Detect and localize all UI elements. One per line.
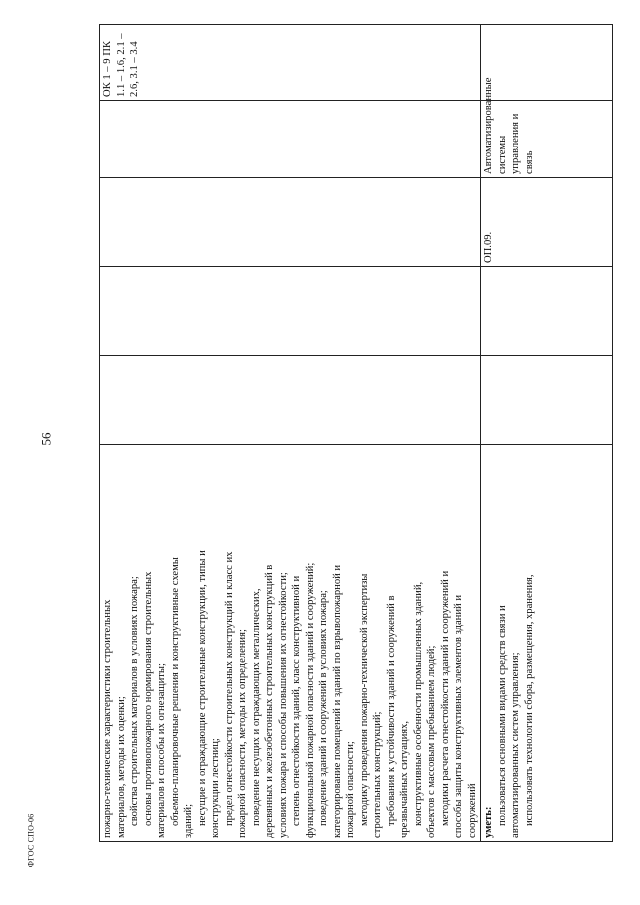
discipline-name-cell: Автоматизированные системы управления и связь [481, 101, 613, 178]
text-line: предел огнестойкости строительных конструкций и класс их [223, 551, 235, 826]
discipline-cell [100, 178, 481, 267]
knowledge-list [101, 448, 479, 838]
text-line: зданий; [183, 803, 194, 838]
discipline-name-cell [100, 101, 481, 178]
text-line: материалов, методы их оценки; [115, 696, 127, 838]
knowledge-cell [100, 445, 481, 842]
hours-cell [481, 356, 613, 445]
text-line: пожарно-технические характеристики строительных [102, 599, 113, 838]
text-line: поведение несущих и ограждающих металлических, [250, 588, 262, 826]
text-line: конструкции лестниц; [210, 738, 221, 838]
text-line: несущие и ограждающие строительные конструкции, типы и [196, 550, 208, 826]
text-line: чрезвычайных ситуациях, [399, 720, 410, 838]
skills-cell [481, 445, 613, 842]
text-line: пожарной опасности; [345, 741, 356, 838]
text-line: способы защиты конструктивных элементов зданий и [453, 595, 464, 838]
competencies-cell [481, 25, 613, 101]
skills-heading: уметь: [483, 806, 494, 838]
text-line: использовать технологии сбора, размещения, хранения, [523, 574, 535, 826]
document-footer: ФГОС СПО-06 [26, 813, 36, 868]
text-line: требования к устойчивости зданий и сооружений в [385, 595, 397, 826]
text-line: методики расчета огнестойкости зданий и сооружений и [439, 570, 451, 826]
text-line: автоматизированных систем управления; [510, 652, 521, 838]
text-line: категорирование помещений и зданий по взрывопожарной и [331, 564, 343, 838]
text-line: деревянных и железобетонных строительных конструкций в [264, 564, 275, 838]
text-line: условиях пожара и способы повышения их огнестойкости; [277, 572, 289, 838]
text-line: поведение зданий и сооружений в условиях пожара; [318, 590, 329, 826]
competencies-cell: ОК 1 – 9 ПК 1.1 – 1.6, 2.1 – 2.6, 3.1 – 3.4 [100, 25, 481, 101]
hours-cell [100, 356, 481, 445]
discipline-index-cell: ОП.09. [481, 178, 613, 267]
skills-list [496, 448, 537, 838]
text-line: пожарной опасности, методы их определения; [237, 629, 248, 838]
curriculum-table [99, 24, 613, 842]
text-line: основы противопожарного нормирования строительных [142, 571, 154, 826]
text-line: материалов и способы их огнезащиты; [156, 663, 167, 838]
text-line: объемно-планировочные решения и конструктивные схемы [169, 557, 181, 826]
text-line: методику проведения пожарно-технической экспертизы [358, 573, 370, 826]
text-line: функциональной пожарной опасности зданий и сооружений; [304, 562, 316, 838]
rotated-table-container [99, 33, 559, 842]
text-line: строительных конструкций; [372, 711, 383, 838]
hours-cell [100, 267, 481, 356]
text-line: свойства строительных материалов в условиях пожара; [129, 576, 140, 826]
text-line: конструктивные особенности промышленных зданий, [412, 581, 424, 826]
text-line: объектов с массовым пребыванием людей; [426, 645, 437, 838]
text-line: пользоваться основными видами средств связи и [496, 605, 508, 826]
page-number: 56 [38, 432, 54, 446]
table-row [100, 25, 481, 842]
hours-cell [481, 267, 613, 356]
text-line: степень огнестойкости зданий, класс конструктивной и [291, 575, 302, 826]
text-line: сооружений [466, 783, 478, 838]
table-row [481, 25, 613, 842]
